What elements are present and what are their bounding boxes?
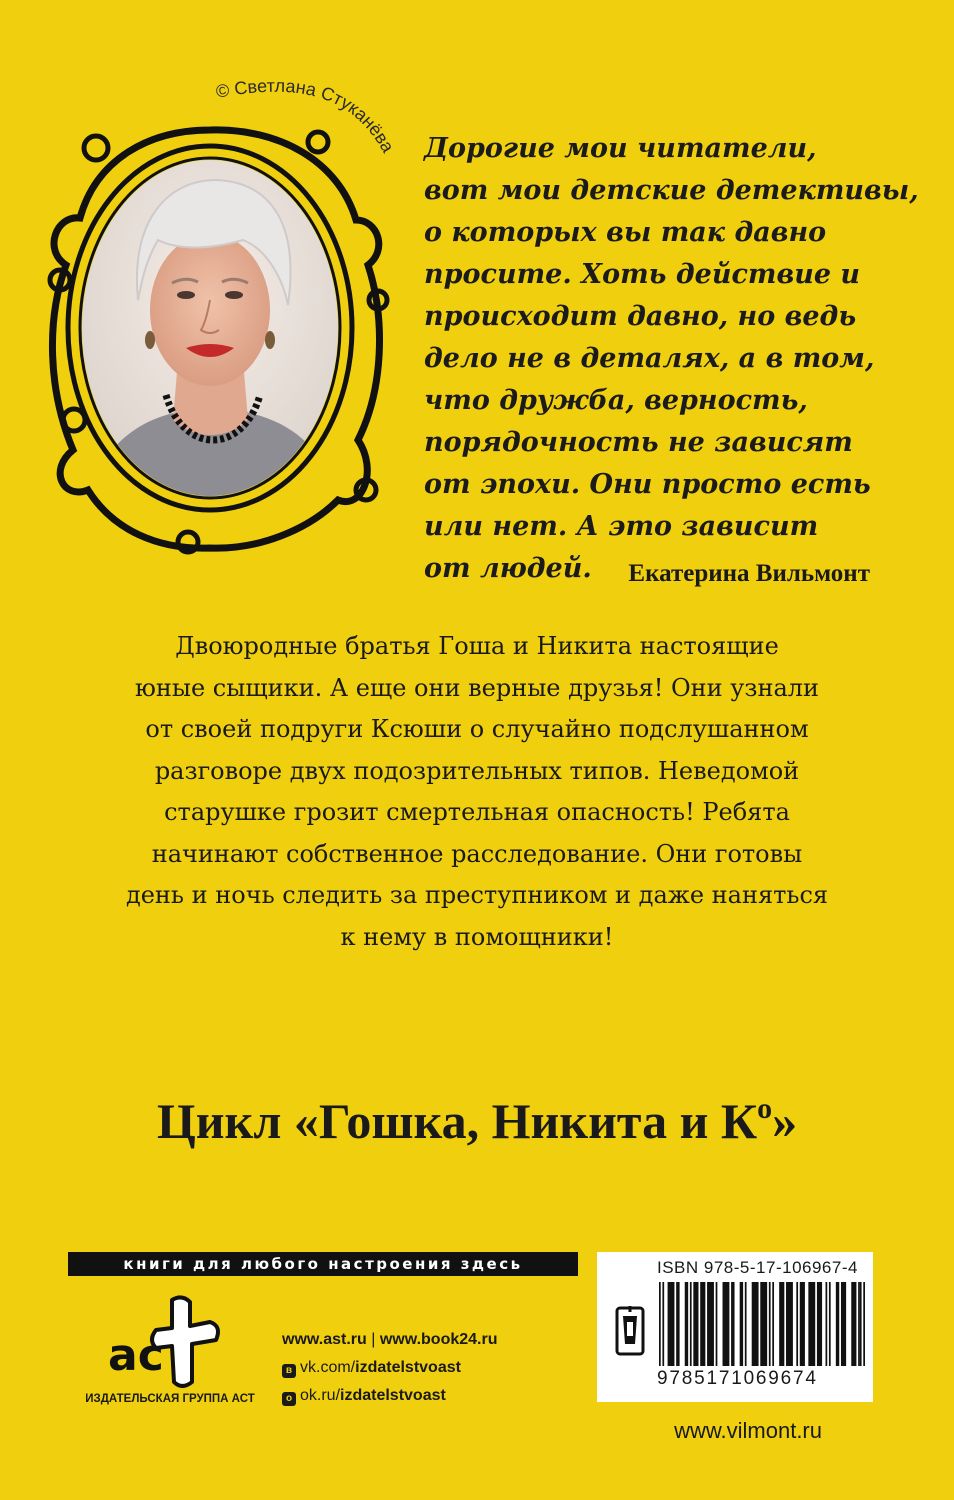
isbn-number: ISBN 978-5-17-106967-4 — [657, 1258, 858, 1277]
site-book24-link[interactable]: www.book24.ru — [379, 1331, 498, 1348]
barcode-bar — [752, 1282, 759, 1366]
quote-line: или нет. А это зависит — [424, 511, 819, 542]
barcode-bar — [723, 1282, 730, 1366]
quote-line: порядочность не зависят — [424, 427, 853, 458]
barcode-bar — [826, 1282, 828, 1366]
quote-line: вот мои детские детективы, — [424, 175, 919, 206]
barcode-bar — [829, 1282, 831, 1366]
site-ast-link[interactable]: www.ast.ru — [282, 1331, 367, 1348]
quote-line: происходит давно, но ведь — [424, 301, 857, 332]
blurb-line: разговоре двух подозрительных типов. Неведомой — [154, 756, 800, 785]
series-title-suffix: » — [772, 1093, 798, 1149]
series-title-superscript: о — [757, 1092, 773, 1125]
photo-credit-text: © Светлана Стуканёва — [214, 75, 399, 156]
barcode-bar — [851, 1282, 856, 1366]
quote-line: от эпохи. Они просто есть — [424, 469, 871, 500]
barcode-bar — [769, 1282, 771, 1366]
barcode-bar — [676, 1282, 679, 1366]
publisher-logo-text: ас — [108, 1330, 164, 1381]
publisher-links — [282, 1330, 582, 1414]
quote-line: дело не в деталях, а в том, — [424, 343, 875, 374]
ok-domain: ok.ru/ — [300, 1387, 341, 1404]
lantern-icon — [613, 1304, 647, 1358]
quote-line: просите. Хоть действие и — [424, 259, 861, 290]
barcode-bar — [760, 1282, 767, 1366]
series-title-prefix: Цикл «Гошка, Никита и К — [156, 1093, 758, 1149]
ok-handle: izdatelstvoast — [340, 1387, 446, 1404]
blurb-line: юные сыщики. А еще они верные друзья! Они узнали — [134, 673, 820, 702]
quote-line: от людей. — [424, 553, 592, 584]
publisher-logo-icon — [100, 1292, 230, 1392]
blurb-line: начинают собственное расследование. Они готовы — [151, 839, 803, 868]
links-separator: | — [371, 1331, 376, 1348]
quote-author: Екатерина Вильмонт — [628, 560, 870, 587]
barcode-bar — [685, 1282, 688, 1366]
author-quote — [424, 128, 924, 590]
barcode-bar — [662, 1282, 664, 1366]
ok-icon: о — [282, 1392, 296, 1406]
ok-link[interactable] — [282, 1386, 582, 1414]
barcode-digits: 9785171069674 — [657, 1368, 818, 1389]
barcode-bar — [707, 1282, 714, 1366]
barcode-bar — [745, 1282, 747, 1366]
author-site-link[interactable]: www.vilmont.ru — [674, 1418, 822, 1443]
blurb-line: от своей подруги Ксюши о случайно подслушанном — [145, 715, 809, 743]
barcode-bar — [779, 1282, 784, 1366]
blurb-line: день и ночь следить за преступником и даже наняться — [125, 881, 829, 909]
barcode-bar — [858, 1282, 860, 1366]
series-title — [0, 1092, 954, 1150]
barcode-bar — [690, 1282, 692, 1366]
quote-line: Дорогие мои читатели, — [424, 133, 817, 164]
barcode-bar — [817, 1282, 822, 1366]
publisher-name: ИЗДАТЕЛЬСКАЯ ГРУППА АСТ — [85, 1393, 255, 1405]
barcode-bar — [863, 1282, 865, 1366]
blurb-line: Двоюродные братья Гоша и Никита настоящие — [175, 632, 779, 660]
photo-credit — [212, 70, 452, 220]
book-blurb — [60, 626, 894, 958]
blurb-line: старушке грозит смертельная опасность! Ребята — [164, 798, 790, 826]
barcode-bar — [808, 1282, 815, 1366]
barcode-bar — [860, 1282, 862, 1366]
tagline-bar: книги для любого настроения здесь — [68, 1252, 578, 1276]
barcode-bar — [800, 1282, 805, 1366]
barcode-bar — [659, 1282, 661, 1366]
barcode-bar — [740, 1282, 743, 1366]
blurb-line: к нему в помощники! — [340, 922, 614, 951]
barcode-bar — [796, 1282, 798, 1366]
web-links-row — [282, 1330, 582, 1358]
isbn-box — [597, 1252, 873, 1402]
quote-line: о которых вы так давно — [424, 217, 827, 248]
vk-handle: izdatelstvoast — [355, 1359, 461, 1376]
vk-domain: vk.com/ — [300, 1359, 356, 1376]
barcode-bar — [786, 1282, 793, 1366]
barcode-bar — [836, 1282, 839, 1366]
barcode-bar — [772, 1282, 774, 1366]
barcode-bar — [700, 1282, 705, 1366]
barcode-bar — [716, 1282, 718, 1366]
barcode-bar — [841, 1282, 846, 1366]
vk-icon: в — [282, 1364, 296, 1378]
barcode-bar — [693, 1282, 698, 1366]
svg-text:© Светлана Стуканёва — [214, 76, 398, 157]
vk-link[interactable] — [282, 1358, 582, 1386]
barcode-bar — [668, 1282, 675, 1366]
barcode-bar — [731, 1282, 734, 1366]
quote-line: что дружба, верность, — [424, 385, 808, 416]
barcode — [657, 1282, 867, 1366]
